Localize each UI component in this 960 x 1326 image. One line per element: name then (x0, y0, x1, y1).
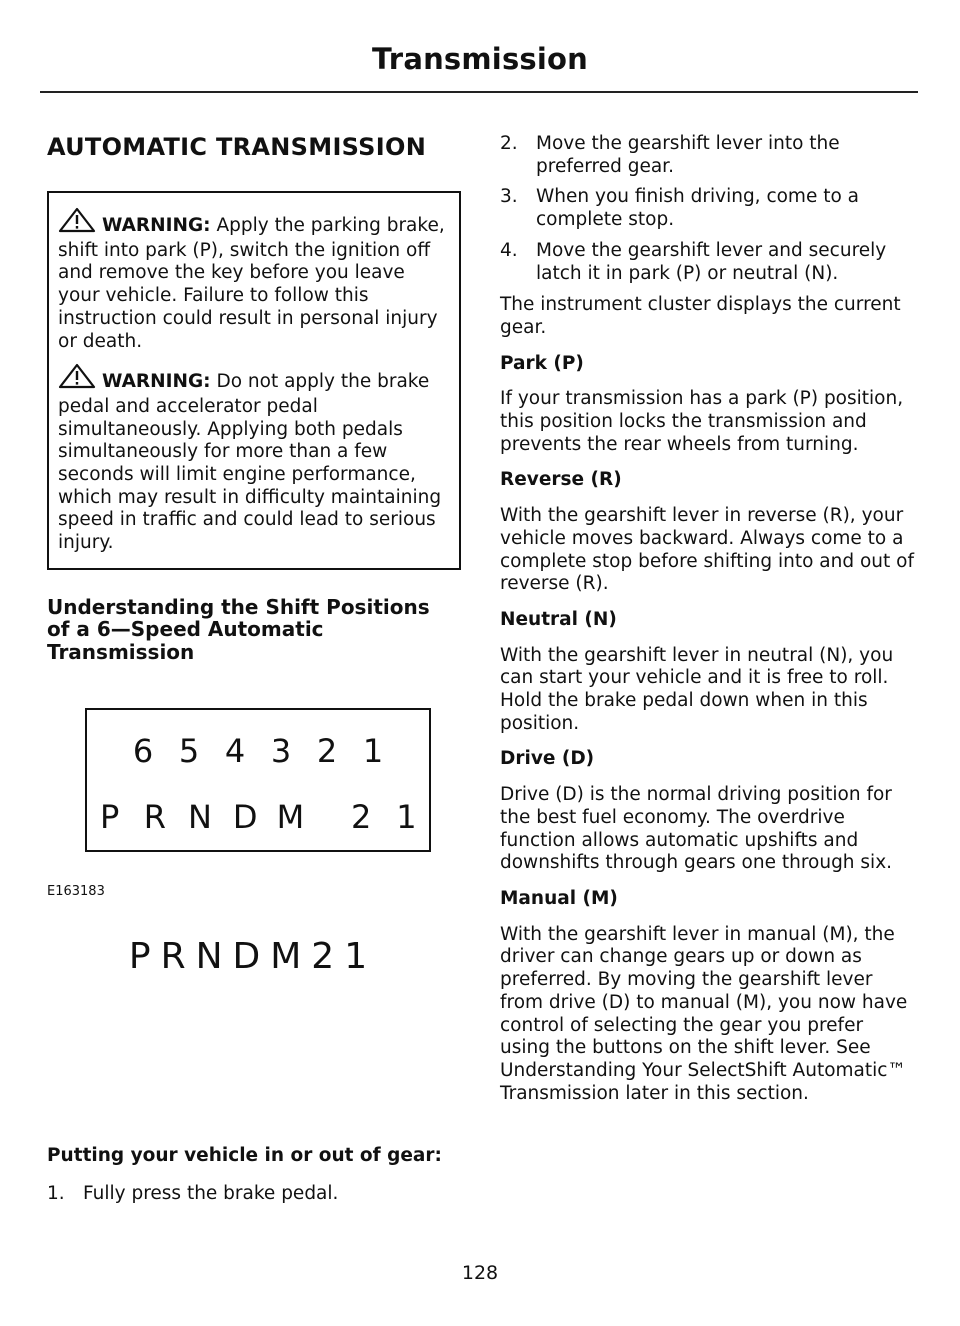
page-header-title: Transmission (372, 42, 588, 76)
section-heading: AUTOMATIC TRANSMISSION (47, 133, 427, 161)
manual-text: With the gearshift lever in manual (M), the driver can change gears up or down as preferred. By moving the gearshift lever from drive (D) to manual (M), you now have control of selecting the gear you prefer using the buttons on the shift lever. See Understanding Your SelectShift Automatic™ Transmission later in this section. (500, 923, 908, 1104)
step-text: When you finish driving, come to a complete stop. (536, 186, 860, 231)
warning-label: WARNING: (102, 371, 211, 393)
image-reference: E163183 (47, 884, 105, 900)
gear-letter: R (143, 798, 166, 837)
warning-1 (58, 207, 450, 353)
warning-label: WARNING: (102, 215, 211, 236)
drive-text: Drive (D) is the normal driving position for the best fuel economy. The overdrive function allows automatic upshifts and downshifts through gears one through six. (500, 784, 893, 874)
neutral-heading: Neutral (N) (500, 608, 617, 630)
warning-text: Do not apply the brake pedal and accelerator pedal simultaneously. Applying both pedals simultaneously for more than a few seconds will limit engine performance, which may result in difficulty maintaining speed in traffic and could lead to serious injury. (58, 371, 442, 554)
gear-number: 1 (362, 732, 384, 771)
reverse-text: With the gearshift lever in reverse (R), your vehicle moves backward. Always come to a complete stop before shifting into and out of reverse (R). (500, 505, 914, 595)
park-heading: Park (P) (500, 352, 584, 374)
step-number: 4. (500, 239, 518, 261)
step-text: Fully press the brake pedal. (83, 1182, 339, 1204)
warning-triangle-icon (58, 207, 102, 240)
reverse-heading: Reverse (R) (500, 469, 622, 491)
left-column (47, 133, 459, 1206)
gear-number-row (87, 732, 429, 770)
gear-number: 5 (178, 732, 200, 771)
gear-number: 2 (316, 732, 338, 771)
gear-letter: 2 (351, 798, 372, 837)
gear-number: 3 (270, 732, 292, 771)
drive-heading: Drive (D) (500, 748, 595, 770)
cluster-note: The instrument cluster displays the current gear. (500, 294, 901, 338)
gear-indicator-diagram (85, 708, 431, 852)
step-number: 2. (500, 133, 518, 154)
step-item (500, 186, 914, 231)
step-text: Move the gearshift lever into the preferred gear. (536, 133, 840, 177)
warning-box (47, 191, 461, 570)
gear-letter-row (87, 798, 429, 836)
step-number: 3. (500, 186, 518, 208)
header-divider (40, 91, 918, 93)
prndm-indicator: PRNDM21 (128, 936, 378, 978)
warning-2 (58, 363, 450, 555)
step-number: 1. (47, 1182, 65, 1204)
gear-number: 4 (224, 732, 246, 771)
warning-triangle-icon (58, 363, 102, 396)
right-column (500, 133, 914, 1105)
step-item (47, 1183, 459, 1206)
park-text: If your transmission has a park (P) position, this position locks the transmission and prevents the rear wheels from turning. (500, 388, 904, 455)
step-text: Move the gearshift lever and securely latch it in park (P) or neutral (N). (536, 239, 887, 284)
gear-letter: P (99, 798, 120, 837)
gear-letter: D (232, 798, 258, 837)
step-item (500, 133, 914, 178)
gear-letter: N (188, 798, 212, 837)
shift-positions-heading: Understanding the Shift Positions of a 6—Speed Automatic Transmission (47, 594, 430, 664)
gear-number: 6 (132, 732, 154, 771)
gear-procedure-heading: Putting your vehicle in or out of gear: (47, 1145, 442, 1167)
step-item (500, 240, 914, 285)
gear-letter: M (276, 798, 305, 837)
page-number: 128 (461, 1262, 499, 1284)
gear-gap (313, 798, 339, 836)
warning-text: Apply the parking brake, shift into park (P), switch the ignition off and remove the key before you leave your vehicle. Failure to follow this instruction could result in personal injury or death. (58, 215, 445, 352)
neutral-text: With the gearshift lever in neutral (N), you can start your vehicle and it is free to roll. Hold the brake pedal down when in this position. (500, 644, 894, 734)
gear-letter: 1 (396, 798, 417, 837)
manual-heading: Manual (M) (500, 887, 618, 909)
